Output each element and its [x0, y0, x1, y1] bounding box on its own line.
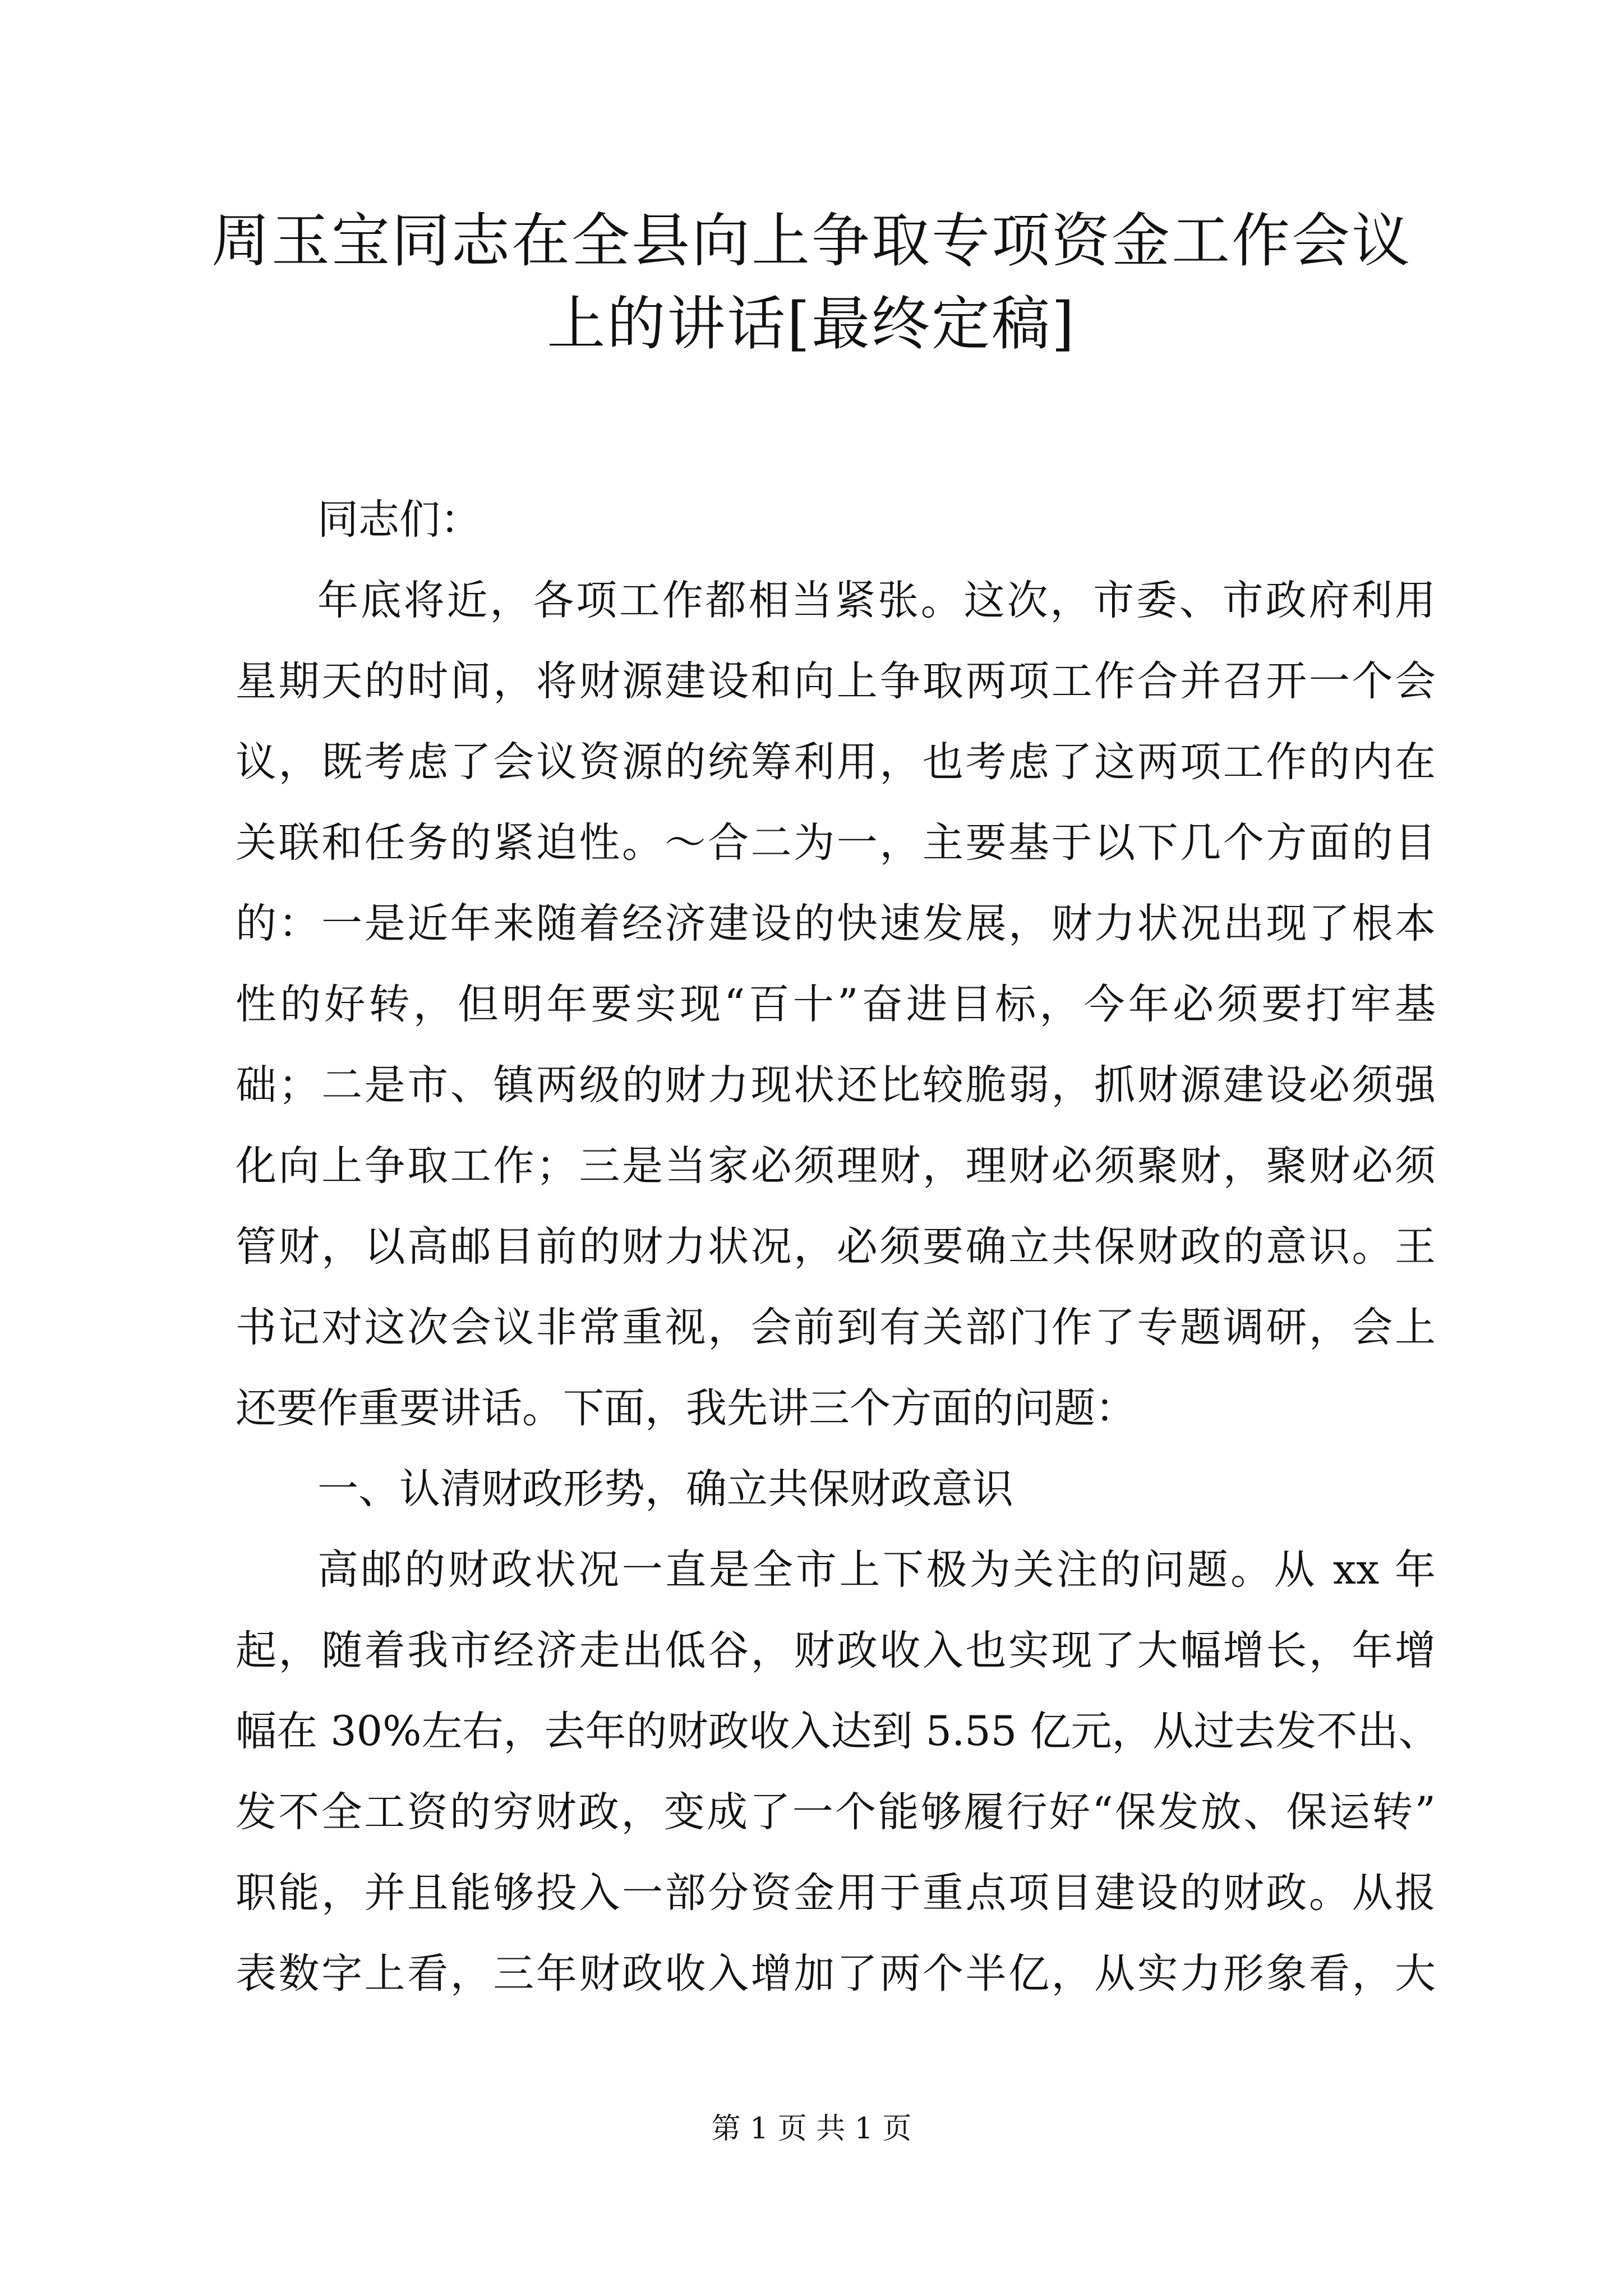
- paragraph-line: 的：一是近年来随着经济建设的快速发展，财力状况出现了根本: [236, 900, 1436, 947]
- paragraph-line: 职能，并且能够投入一部分资金用于重点项目建设的财政。从报: [236, 1869, 1436, 1917]
- document-body: [236, 480, 1440, 2014]
- paragraph-line: 发不全工资的穷财政，变成了一个能够履行好“保发放、保运转”: [236, 1788, 1436, 1836]
- paragraph-line: 管财，以高邮目前的财力状况，必须要确立共保财政的意识。王: [236, 1223, 1436, 1271]
- paragraph-line: 关联和任务的紧迫性。～合二为一，主要基于以下几个方面的目: [236, 819, 1436, 867]
- paragraph-2: [236, 1530, 1440, 2014]
- title-line-2: 上的讲话[最终定稿]: [547, 289, 1076, 358]
- page-number: 第 1 页 共 1 页: [711, 2112, 912, 2146]
- section-heading-line: 一、认清财政形势，确立共保财政意识: [317, 1465, 1013, 1513]
- paragraph-line: 表数字上看，三年财政收入增加了两个半亿，从实力形象看，大: [236, 1950, 1436, 1998]
- paragraph-1: [236, 560, 1436, 1449]
- paragraph-line: 书记对这次会议非常重视，会前到有关部门作了专题调研，会上: [236, 1304, 1436, 1351]
- salutation: [236, 480, 1436, 560]
- section-heading: [236, 1449, 1436, 1530]
- title-line-1: 周玉宝同志在全县向上争取专项资金工作会议: [211, 206, 1412, 275]
- paragraph-line: 础；二是市、镇两级的财力现状还比较脆弱，抓财源建设必须强: [236, 1061, 1436, 1109]
- document-title: [168, 199, 1455, 365]
- paragraph-line: 还要作重要讲话。下面，我先讲三个方面的问题：: [236, 1384, 1136, 1432]
- paragraph-line: 性的好转，但明年要实现“百十”奋进目标，今年必须要打牢基: [236, 981, 1436, 1028]
- page-footer: [0, 2109, 1623, 2148]
- paragraph-line: 起，随着我市经济走出低谷，财政收入也实现了大幅增长，年增: [236, 1627, 1436, 1674]
- paragraph-line: 高邮的财政状况一直是全市上下极为关注的问题。从 xx 年: [317, 1546, 1436, 1594]
- salutation-line: 同志们：: [317, 496, 481, 544]
- paragraph-line: 幅在 30%左右，去年的财政收入达到 5.55 亿元，从过去发不出、: [236, 1708, 1440, 1755]
- paragraph-line: 星期天的时间，将财源建设和向上争取两项工作合并召开一个会: [236, 657, 1436, 705]
- paragraph-line: 年底将近，各项工作都相当紧张。这次，市委、市政府利用: [317, 577, 1436, 624]
- paragraph-line: 议，既考虑了会议资源的统筹利用，也考虑了这两项工作的内在: [236, 738, 1436, 786]
- paragraph-line: 化向上争取工作；三是当家必须理财，理财必须聚财，聚财必须: [236, 1142, 1436, 1190]
